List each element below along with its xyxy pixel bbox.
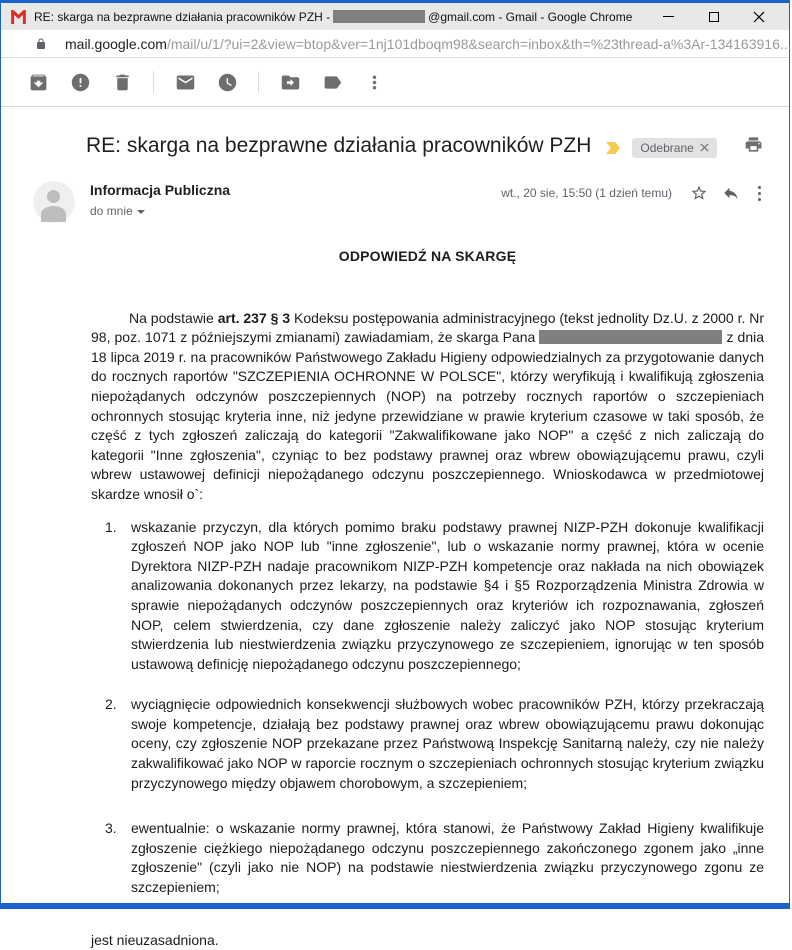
gmail-toolbar <box>1 58 789 107</box>
email-subject: RE: skarga na bezprawne działania pracowników PZH <box>86 134 592 157</box>
window-controls <box>646 4 781 30</box>
minimize-button[interactable] <box>646 4 691 30</box>
more-icon[interactable] <box>353 62 395 102</box>
label-chip-text: Odebrane <box>640 140 694 155</box>
mark-unread-icon[interactable] <box>164 62 206 102</box>
list-item <box>105 518 764 675</box>
letter-paragraph: Na podstawie art. 237 § 3 Kodeksu postępowania administracyjnego (tekst jednolity Dz.U. z 2000 r. Nr 98, poz. 1071 z późniejszymi zmianami) zawiadamiam, że skarga Pana z dnia 18 lipca 2019 r. na pracowników Państwowego Zakładu Higieny odpowiedzialnych za przygotowanie danych do rocznych raportów "SZCZEPIENIA OCHRONNE W POLSCE", którzy weryfikują i kwalifikują zgłoszenia niepożądanych odczynów poszczepiennych (NOP) na potrzeby rocznych raportów o szczepieniach ochronnych stosując kryteria inne, niż jedyne przewidziane w prawie kryterium czasowe w taki sposób, że część z tych zgłoszeń zaliczają do kategorii "Zakwalifikowane jako NOP" a część z nich zaliczają do kategorii "Inne zgłoszenia", czyniąc to bez podstawy prawnej oraz wbrew obowiązującemu prawu, czyli wbrew ustawowej definicji niepożądanego odczynu poszczepiennego. Wnioskodawca w przedmiotowej skardze wnosił o`: <box>91 309 765 502</box>
labels-icon[interactable] <box>311 62 353 102</box>
toolbar-separator <box>153 71 154 93</box>
chevron-down-icon <box>137 210 145 214</box>
url-text <box>65 36 792 52</box>
chip-remove-icon[interactable] <box>700 143 709 152</box>
close-icon <box>753 11 765 23</box>
avatar-person-icon <box>47 190 60 203</box>
list-item-text: wskazanie przyczyn, dla których pomimo braku podstawy prawnej NIZP-PZH dokonuje kwalifikacji zgłoszeń NOP jako NOP lub "inne zgłoszenie", lub o wskazanie normy prawnej, która w ocenie Dyrektora NIZP-PZH nadaje pracownikom NIZP-PZH kompetencje oraz nakłada na nich obowiązek analizowania dokonanych przez lekarzy, na podstawie §4 i §5 Rozporządzenia Ministra Zdrowia w sprawie niepożądanych odczynów poszczepiennych oraz kryteriów ich rozpoznawania, zgłoszeń NOP, celem stwierdzenia, czy dane zgłoszenie należy zaliczyć jako NOP stosując kryterium stwierdzenia lub niestwierdzenia związku przyczynowego ze szczepieniem, ignorując w ten sposób ustawową definicję niepożądanego odczynu poszczepiennego; <box>131 518 764 672</box>
redaction-block <box>333 10 425 23</box>
print-icon <box>744 135 763 154</box>
avatar <box>33 181 75 223</box>
star-icon <box>690 184 708 202</box>
closing-line: jest nieuzasadniona. <box>91 931 219 948</box>
label-chip[interactable] <box>632 138 716 158</box>
message-header <box>1 159 789 223</box>
recipient-dropdown[interactable] <box>90 204 230 218</box>
window-title-text: RE: skarga na bezprawne działania pracowników PZH - <box>34 9 331 24</box>
maximize-icon <box>709 12 719 22</box>
window-titlebar <box>1 0 789 30</box>
gmail-favicon-icon <box>10 10 27 24</box>
move-to-icon[interactable] <box>269 62 311 102</box>
bold-legal-ref: art. 237 § 3 <box>217 309 291 326</box>
email-body <box>91 247 764 950</box>
reply-icon <box>722 184 740 202</box>
sender-name: Informacja Publiczna <box>90 182 231 198</box>
lock-icon[interactable] <box>35 37 47 51</box>
list-item <box>105 819 764 897</box>
letter-heading: ODPOWIEDŹ NA SKARGĘ <box>338 248 517 264</box>
maximize-button[interactable] <box>691 4 736 30</box>
star-button[interactable] <box>690 184 708 207</box>
numbered-list <box>105 518 764 898</box>
list-item-text: ewentualnie: o wskazanie normy prawnej, która stanowi, że Państwowy Zakład Higieny kwalifikuje zgłoszenie ciężkiego niepożądanego odczynu poszczepiennego zakończonego zgonem jako „inne zgłoszenie" (czyli jako nie NOP) na podstawie niestwierdzenia związku przyczynowego zgonu ze szczepieniem; <box>131 820 764 896</box>
url-path: /mail/u/1/?ui=2&view=btop&ver=1nj101dboqm98&search=inbox&th=%23thread-a%3Ar-134163916... <box>166 35 792 52</box>
toolbar-separator <box>258 71 259 93</box>
list-item-text: wyciągnięcie odpowiednich konsekwencji służbowych wobec pracowników PZH, którzy przekraczają swoje kompetencje, działają bez podstawy prawnej oraz wbrew obowiązującemu prawu dokonując oceny, czy zgłoszenie NOP przekazane przez Państwową Inspekcję Sanitarną należy, czy nie należy zakwalifikować jako NOP w raporcie rocznym o szczepieniach ochronnych stosując kryterium związku przyczynowego między objawem chorobowym, a szczepieniem; <box>131 696 764 791</box>
message-date: wt., 20 sie, 15:50 (1 dzień temu) <box>501 186 672 200</box>
message-more-button[interactable] <box>754 184 765 203</box>
reply-button[interactable] <box>722 184 740 207</box>
close-button[interactable] <box>736 4 781 30</box>
window-title-suffix: @gmail.com - Gmail - Google Chrome <box>428 9 633 24</box>
window-bottom-border <box>1 903 789 909</box>
minimize-icon <box>663 16 674 17</box>
snooze-icon[interactable] <box>206 62 248 102</box>
report-spam-icon[interactable] <box>59 62 101 102</box>
delete-icon[interactable] <box>101 62 143 102</box>
list-item <box>105 695 764 793</box>
list-item-number: 2. <box>105 696 117 713</box>
list-item-number: 3. <box>105 820 117 837</box>
address-bar[interactable] <box>1 30 792 58</box>
window-title <box>34 10 646 24</box>
list-item-number: 1. <box>105 518 117 535</box>
url-domain: mail.google.com <box>65 35 167 52</box>
archive-icon[interactable] <box>17 62 59 102</box>
message-header-actions <box>501 181 765 223</box>
importance-marker-icon[interactable] <box>605 141 624 155</box>
subject-row <box>1 107 789 159</box>
sender-info <box>90 181 230 223</box>
redaction-block <box>539 330 722 344</box>
print-button[interactable] <box>744 135 763 159</box>
recipient-label: do mnie <box>90 204 133 218</box>
